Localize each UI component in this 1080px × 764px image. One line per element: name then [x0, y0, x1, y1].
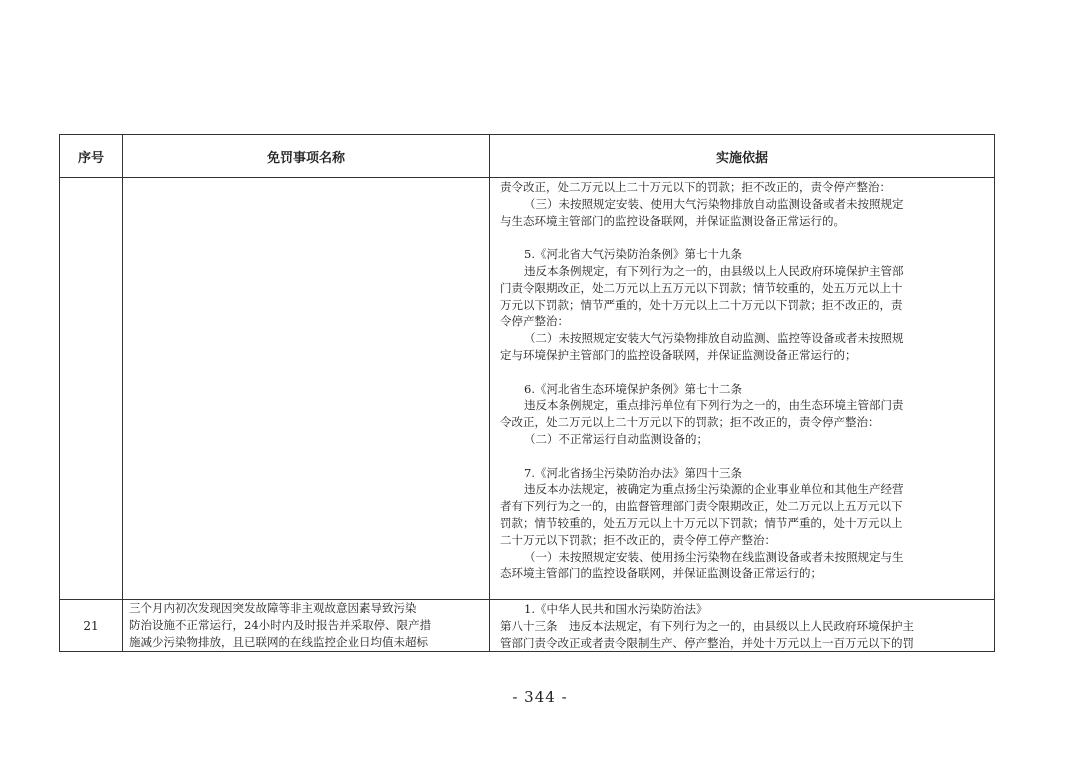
- continued-basis-line: （三）未按照规定安装、使用大气污染物排放自动监测设备或者未按照规定: [524, 196, 904, 211]
- continued-basis-line: 万元以下罚款；情节严重的，处十万元以上二十万元以下罚款；拒不改正的，责: [500, 297, 903, 312]
- continued-index-cell: [60, 178, 123, 600]
- row-21-name-line: 防治设施不正常运行，24小时内及时报告并采取停、限产措: [129, 617, 432, 632]
- continued-basis-cell: [490, 178, 995, 600]
- continued-basis-line: 6.《河北省生态环境保护条例》第七十二条: [524, 381, 742, 396]
- continued-name-cell: [123, 178, 490, 600]
- penalty-exemption-table: [59, 134, 995, 652]
- continued-basis-line: [500, 448, 986, 465]
- row-21-basis-line: 第八十三条 违反本法规定，有下列行为之一的，由县级以上人民政府环境保护主: [500, 618, 914, 633]
- page-number: - 344 -: [512, 688, 568, 706]
- row-21-basis-line: 管部门责令改正或者责令限制生产、停产整治，并处十万元以上一百万元以下的罚: [500, 635, 914, 650]
- continued-basis-line: 二十万元以下罚款；拒不改正的，责令停工停产整治：: [500, 532, 776, 547]
- continued-basis-line: 违反本条例规定，有下列行为之一的，由县级以上人民政府环境保护主管部: [524, 263, 904, 278]
- row-21-basis-line: 1.《中华人民共和国水污染防治法》: [524, 602, 708, 616]
- continued-basis-line: 定与环境保护主管部门的监控设备联网，并保证监测设备正常运行的；: [500, 347, 857, 362]
- continued-basis-line: 责令改正，处二万元以上二十万元以下的罚款；拒不改正的，责令停产整治：: [500, 180, 891, 194]
- continued-basis-line: 令停产整治：: [500, 314, 569, 329]
- header-basis: 实施依据: [490, 135, 995, 178]
- header-index: 序号: [60, 135, 123, 178]
- continued-basis-line: （一）未按照规定安装、使用扬尘污染物在线监测设备或者未按照规定与生: [524, 549, 904, 564]
- row-21-name-cell: [123, 600, 490, 652]
- continued-basis-line: 态环境主管部门的监控设备联网，并保证监测设备正常运行的；: [500, 566, 822, 581]
- continued-basis-line: 者有下列行为之一的，由监督管理部门责令限期改正，处二万元以上五万元以下: [500, 499, 903, 514]
- header-row: [60, 135, 995, 178]
- continued-basis-line: 7.《河北省扬尘污染防治办法》第四十三条: [524, 465, 742, 480]
- continued-basis-line: 与生态环境主管部门的监控设备联网，并保证监测设备正常运行的。: [500, 213, 845, 228]
- table-row-continued: [60, 178, 995, 600]
- row-21-name-line: 三个月内初次发现因突发故障等非主观故意因素导致污染: [129, 601, 417, 615]
- continued-basis-line: 违反本办法规定，被确定为重点扬尘污染源的企业事业单位和其他生产经营: [524, 482, 904, 497]
- row-21-basis-cell: [490, 600, 995, 652]
- continued-basis-line: （二）未按照规定安装大气污染物排放自动监测、监控等设备或者未按照规: [524, 331, 904, 346]
- continued-basis-line: 令改正，处二万元以上二十万元以下的罚款；拒不改正的，责令停产整治：: [500, 415, 880, 430]
- header-item-name: 免罚事项名称: [123, 135, 490, 178]
- continued-basis-line: 门责令限期改正，处二万元以上五万元以下罚款；情节较重的，处五万元以上十: [500, 280, 903, 295]
- continued-basis-line: 罚款；情节较重的，处五万元以上十万元以下罚款；情节严重的，处十万元以上: [500, 515, 903, 530]
- continued-basis-line: 违反本条例规定，重点排污单位有下列行为之一的，由生态环境主管部门责: [524, 398, 904, 413]
- row-21-index: 21: [60, 600, 123, 652]
- continued-basis-line: （二）不正常运行自动监测设备的；: [524, 431, 708, 446]
- continued-basis-line: [500, 229, 986, 246]
- table-row-21: [60, 600, 995, 652]
- row-21-name-line: 施减少污染物排放，且已联网的在线监控企业日均值未超标: [129, 634, 428, 649]
- continued-basis-line: 5.《河北省大气污染防治条例》第七十九条: [524, 247, 742, 262]
- continued-basis-line: [500, 364, 986, 381]
